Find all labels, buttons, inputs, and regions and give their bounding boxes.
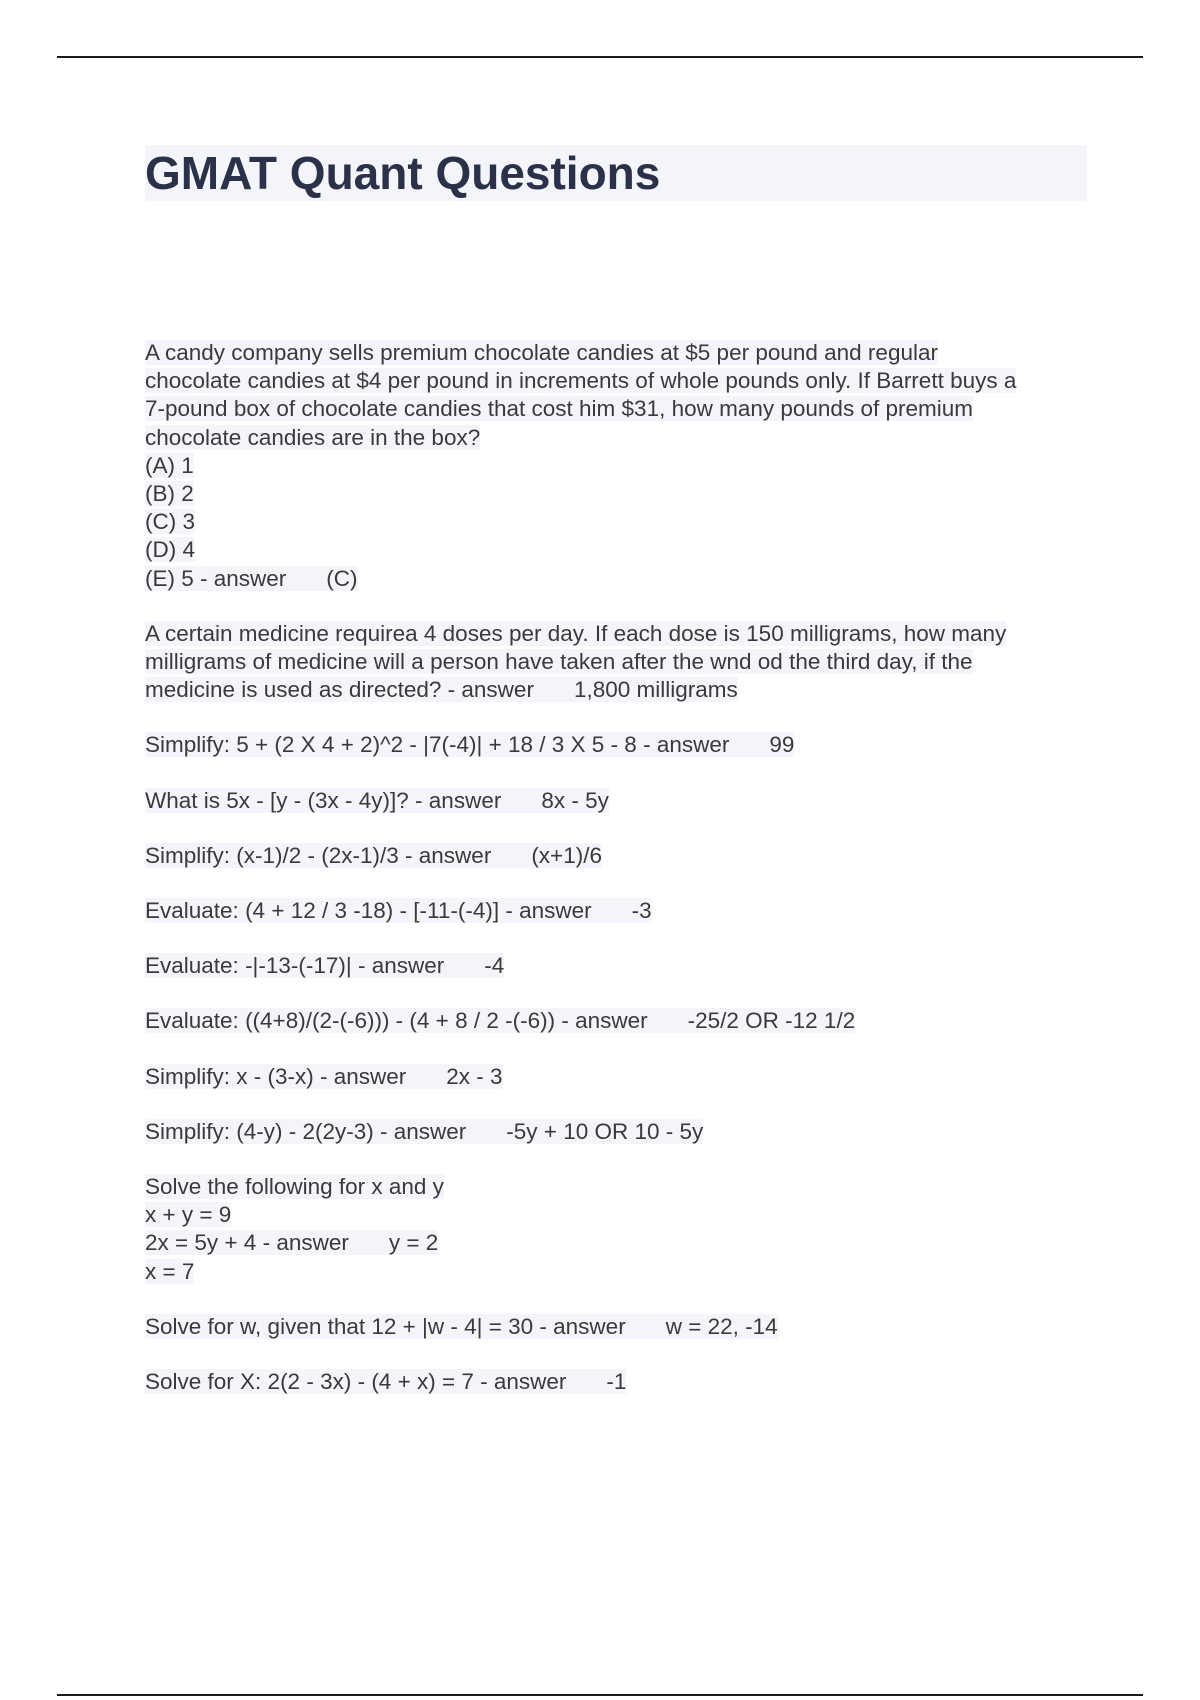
question-line: A certain medicine requirea 4 doses per day. If each dose is 150 milligrams, how many [145, 620, 1007, 646]
question-line: Simplify: (x-1)/2 - (2x-1)/3 - answer [145, 842, 492, 868]
answer-text: -4 [484, 953, 505, 979]
qa-block [145, 1063, 1095, 1091]
answer-text: -1 [606, 1369, 627, 1395]
question-line: milligrams of medicine will a person have taken after the wnd od the third day, if the [145, 649, 973, 675]
answer-text: -5y + 10 OR 10 - 5y [506, 1118, 704, 1144]
qa-text [145, 953, 504, 978]
question-line: chocolate candies at $4 per pound in increments of whole pounds only. If Barrett buys a [145, 368, 1017, 394]
question-line: (E) 5 - answer [145, 565, 287, 591]
qa-text [145, 732, 794, 757]
question-line: Simplify: (4-y) - 2(2y-3) - answer [145, 1118, 467, 1144]
qa-block [145, 1368, 1095, 1396]
qa-block [145, 731, 1095, 759]
question-line: Solve for w, given that 12 + |w - 4| = 30 - answer [145, 1313, 626, 1339]
answer-text: 1,800 milligrams [573, 677, 738, 703]
qa-text [145, 843, 602, 868]
question-line: (D) 4 [145, 537, 195, 563]
qa-block [145, 1173, 1095, 1286]
qa-text [145, 1369, 626, 1394]
answer-text: y = 2 [388, 1230, 439, 1256]
question-line: Solve for X: 2(2 - 3x) - (4 + x) = 7 - answer [145, 1369, 567, 1395]
qa-block [145, 787, 1095, 815]
answer-text: 99 [769, 732, 795, 758]
answer-text: w = 22, -14 [665, 1313, 778, 1339]
qa-text [145, 1314, 778, 1339]
qa-text [145, 1008, 855, 1033]
answer-extra-line: x = 7 [145, 1258, 195, 1284]
question-line: Solve the following for x and y [145, 1174, 444, 1200]
question-line: Evaluate: -|-13-(-17)| - answer [145, 953, 445, 979]
question-line: What is 5x - [y - (3x - 4y)]? - answer [145, 787, 502, 813]
question-line: Evaluate: (4 + 12 / 3 -18) - [-11-(-4)] - answer [145, 898, 592, 924]
qa-text [145, 898, 652, 923]
question-line: 7-pound box of chocolate candies that cost him $31, how many pounds of premium [145, 396, 973, 422]
qa-block [145, 897, 1095, 925]
answer-text: 8x - 5y [541, 787, 609, 813]
qa-block [145, 339, 1095, 593]
qa-block [145, 952, 1095, 980]
qa-block [145, 1313, 1095, 1341]
qa-block [145, 620, 1095, 705]
qa-block [145, 1007, 1095, 1035]
qa-text [145, 1064, 503, 1089]
qa-text [145, 340, 1016, 591]
page-title: GMAT Quant Questions [145, 147, 661, 199]
question-line: (A) 1 [145, 452, 194, 478]
question-line: (B) 2 [145, 481, 194, 507]
question-line: Evaluate: ((4+8)/(2-(-6))) - (4 + 8 / 2 -(-6)) - answer [145, 1008, 648, 1034]
qa-block [145, 842, 1095, 870]
question-line: chocolate candies are in the box? [145, 424, 481, 450]
qa-text [145, 621, 1006, 702]
top-rule [57, 56, 1143, 58]
qa-text [145, 1119, 703, 1144]
question-line: 2x = 5y + 4 - answer [145, 1230, 349, 1256]
qa-text [145, 788, 609, 813]
question-line: Simplify: x - (3-x) - answer [145, 1063, 407, 1089]
question-list [145, 339, 1095, 1423]
question-line: (C) 3 [145, 509, 195, 535]
question-line: Simplify: 5 + (2 X 4 + 2)^2 - |7(-4)| + 18 / 3 X 5 - 8 - answer [145, 732, 730, 758]
answer-text: -3 [631, 898, 652, 924]
question-line: x + y = 9 [145, 1202, 232, 1228]
qa-block [145, 1118, 1095, 1146]
qa-text [145, 1174, 444, 1284]
question-line: A candy company sells premium chocolate candies at $5 per pound and regular [145, 340, 938, 365]
answer-text: (x+1)/6 [531, 842, 602, 868]
bottom-rule [57, 1694, 1143, 1696]
question-line: medicine is used as directed? - answer [145, 677, 534, 703]
answer-text: (C) [326, 565, 358, 591]
answer-text: -25/2 OR -12 1/2 [687, 1008, 856, 1034]
answer-text: 2x - 3 [446, 1063, 503, 1089]
